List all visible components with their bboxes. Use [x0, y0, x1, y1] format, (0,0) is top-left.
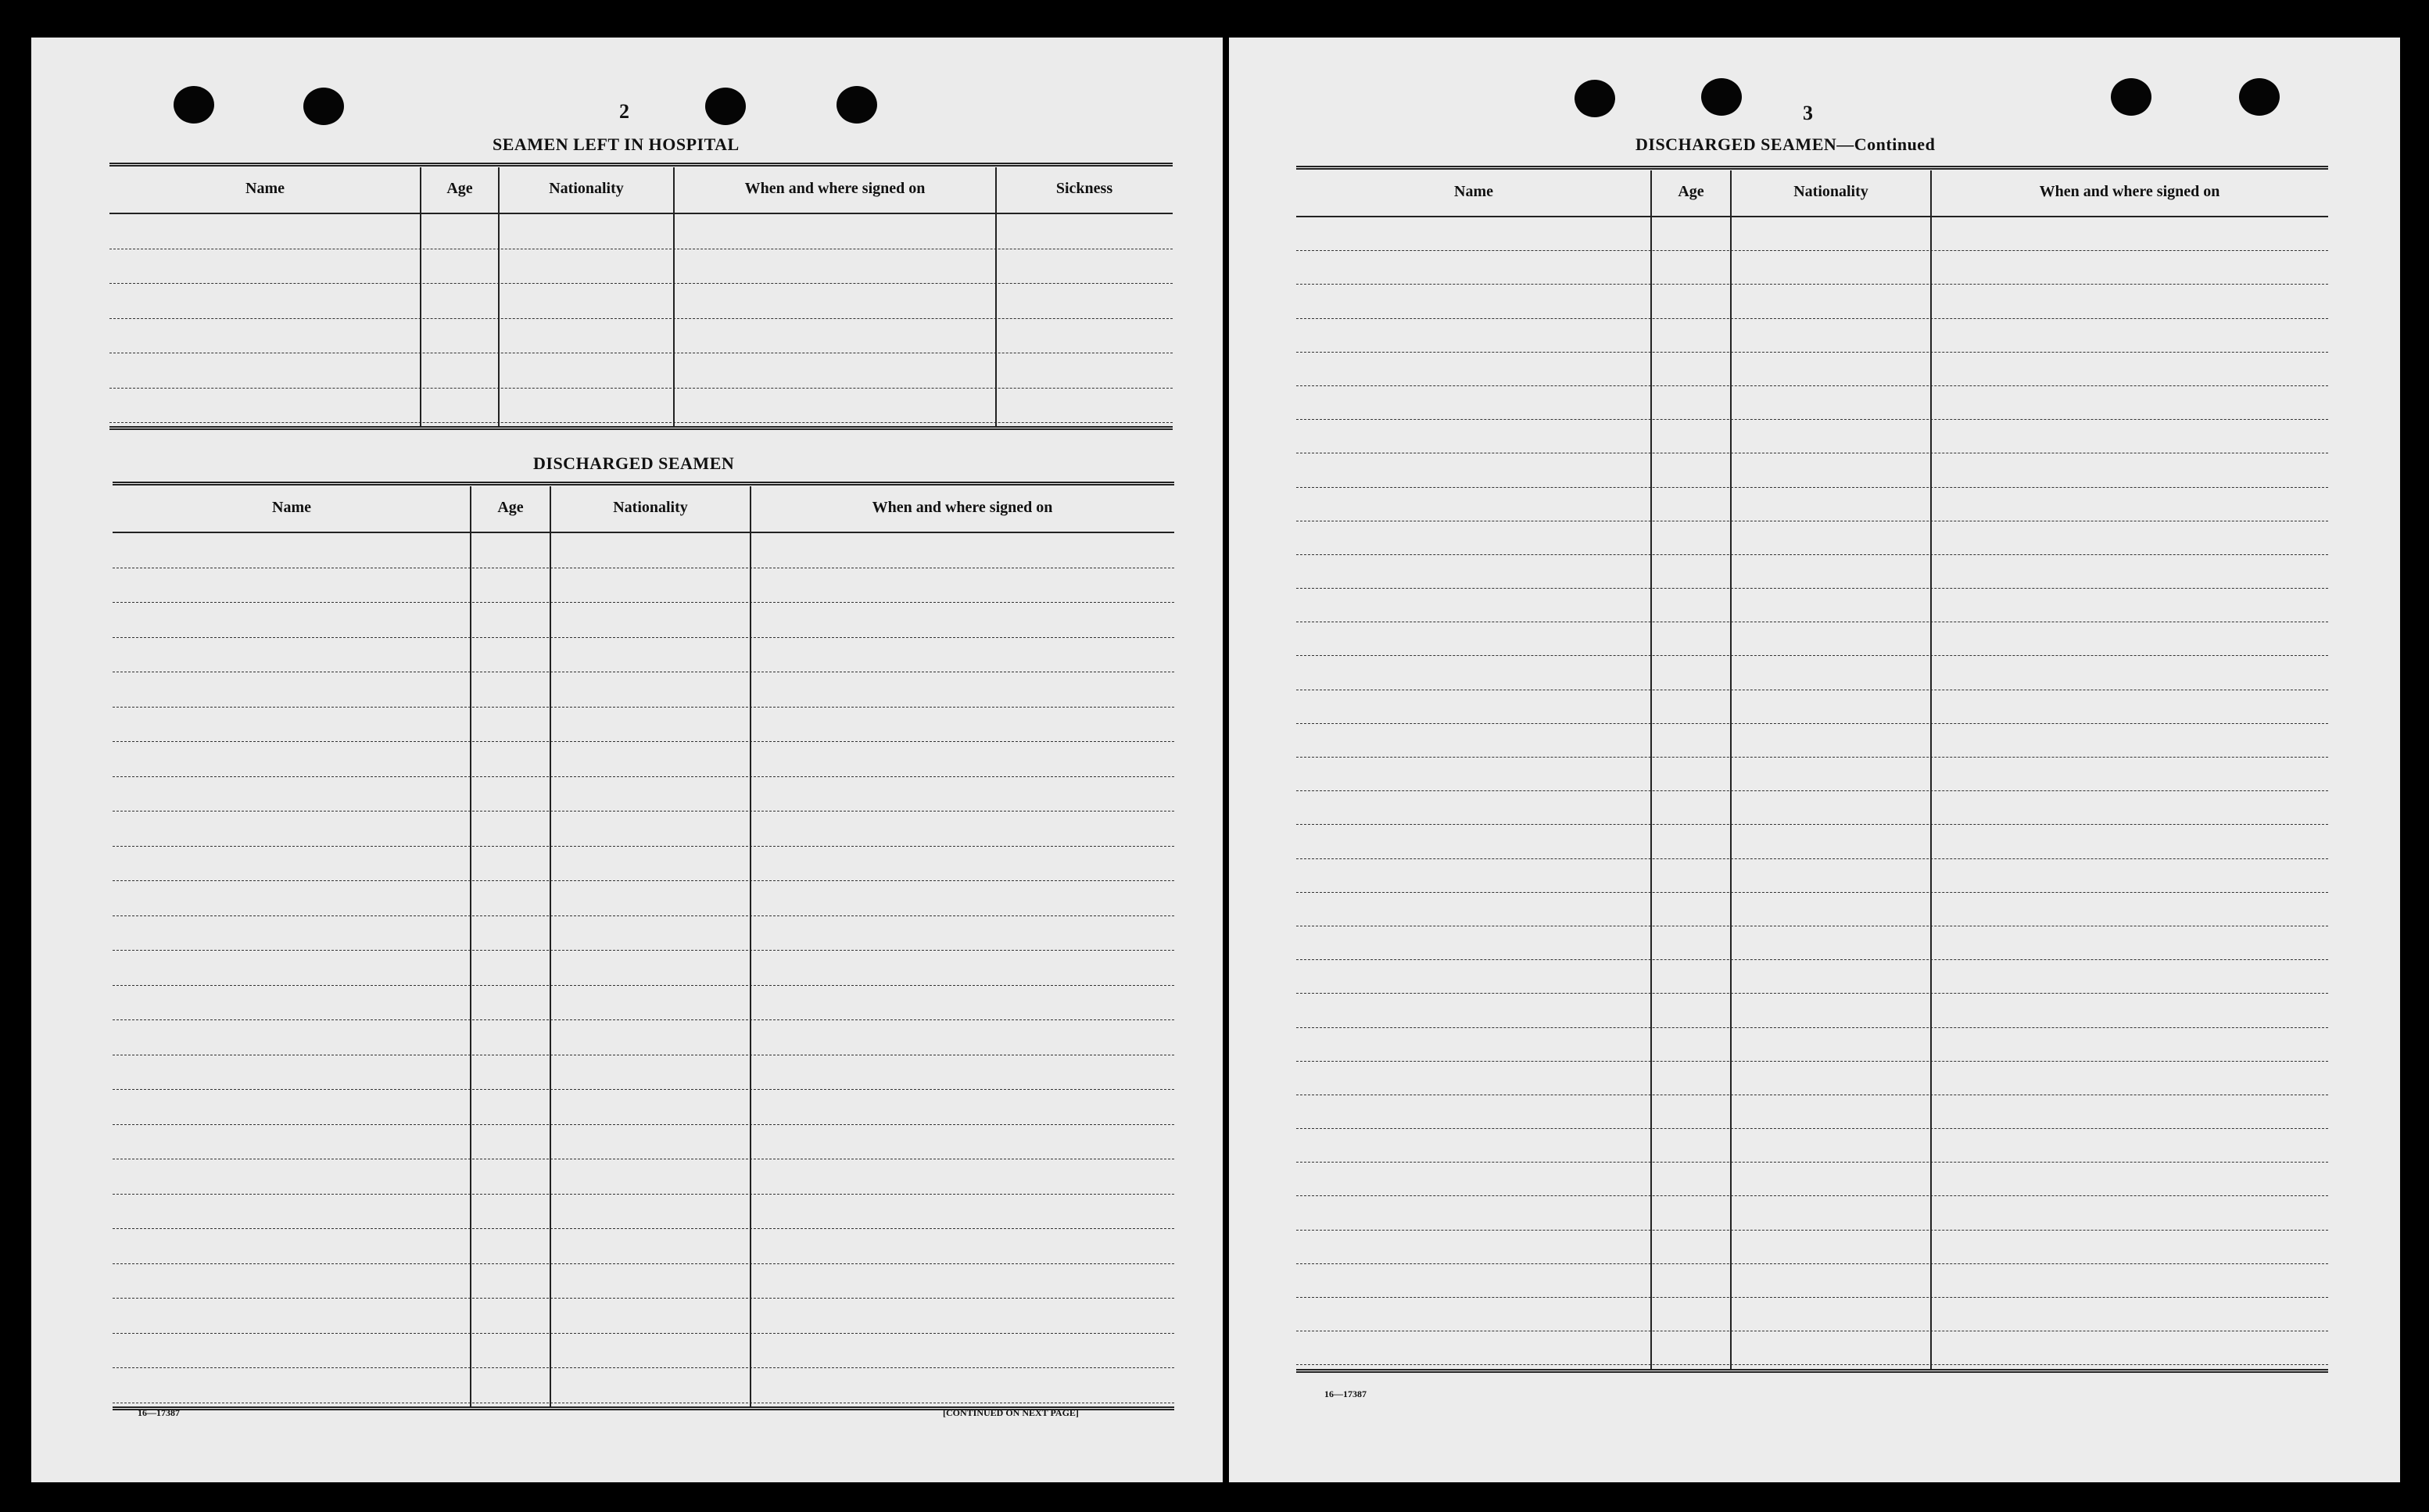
table-row [1296, 1028, 2328, 1062]
column-divider [1730, 170, 1732, 1369]
punch-hole [174, 86, 214, 124]
table-row [113, 881, 1174, 916]
right-page [1229, 38, 2400, 1482]
sickness-column-header: Sickness [1055, 180, 1113, 197]
table-row [109, 353, 1173, 389]
punch-hole [1701, 78, 1742, 116]
form-number: 16—17387 [1324, 1388, 1367, 1399]
punch-hole [1575, 80, 1615, 117]
table-row [113, 1055, 1174, 1091]
age-column-header: Age [446, 180, 473, 197]
table-row [1296, 1196, 2328, 1230]
table-row [1296, 386, 2328, 420]
punch-hole [2239, 78, 2280, 116]
hospital-table-body [109, 214, 1173, 423]
age-column-header: Age [497, 499, 524, 516]
nationality-column-header: Nationality [613, 499, 688, 516]
column-divider [1650, 170, 1652, 1369]
page-number: 2 [619, 100, 629, 123]
punch-hole [2111, 78, 2151, 116]
column-divider [1930, 170, 1932, 1369]
table-row [1296, 353, 2328, 386]
table-row [113, 1229, 1174, 1264]
table-row [1296, 758, 2328, 791]
table-row [109, 214, 1173, 249]
table-row [1296, 1264, 2328, 1298]
table-row [1296, 217, 2328, 251]
name-column-header: Name [245, 180, 285, 197]
column-divider [470, 486, 471, 1406]
column-divider [995, 167, 997, 426]
column-divider [550, 486, 551, 1406]
discharged-continued-table [1296, 166, 2328, 1374]
table-row [113, 1334, 1174, 1369]
table-row [113, 533, 1174, 568]
discharged-continued-table-header [1296, 170, 2328, 217]
punch-hole [837, 86, 877, 124]
table-row [1296, 589, 2328, 622]
double-rule [109, 163, 1173, 167]
double-rule [1296, 166, 2328, 170]
hospital-table-header [109, 167, 1173, 214]
table-row [1296, 960, 2328, 994]
table-row [1296, 690, 2328, 724]
table-row [113, 951, 1174, 986]
name-column-header: Name [1454, 183, 1493, 200]
table-row [113, 568, 1174, 604]
column-divider [750, 486, 751, 1406]
hospital-section-title: SEAMEN LEFT IN HOSPITAL [493, 134, 740, 154]
table-row [1296, 893, 2328, 926]
table-row [113, 1368, 1174, 1403]
age-column-header: Age [1678, 183, 1704, 200]
table-row [113, 847, 1174, 882]
table-row [113, 603, 1174, 638]
table-row [1296, 555, 2328, 589]
double-rule [1296, 1369, 2328, 1373]
table-row [113, 1090, 1174, 1125]
table-row [1296, 994, 2328, 1027]
discharged-section-title: DISCHARGED SEAMEN [533, 453, 735, 473]
signed-on-column-header: When and where signed on [872, 499, 1053, 516]
page-number: 3 [1803, 102, 1813, 124]
table-row [1296, 420, 2328, 453]
column-divider [498, 167, 500, 426]
table-row [109, 284, 1173, 319]
punch-hole [303, 88, 344, 125]
table-row [113, 672, 1174, 708]
signed-on-column-header: When and where signed on [744, 180, 926, 197]
table-row [1296, 724, 2328, 758]
form-number: 16—17387 [138, 1407, 180, 1418]
discharged-table-body [113, 533, 1174, 1403]
table-row [1296, 622, 2328, 656]
table-row [1296, 521, 2328, 555]
table-row [113, 1195, 1174, 1230]
table-row [1296, 1298, 2328, 1331]
title-suffix: —Continued [1836, 134, 1936, 154]
table-row [113, 1125, 1174, 1160]
name-column-header: Name [272, 499, 311, 516]
table-row [109, 249, 1173, 285]
table-row [1296, 285, 2328, 318]
table-row [1296, 319, 2328, 353]
table-row [109, 389, 1173, 424]
left-page [31, 38, 1223, 1482]
double-rule [113, 482, 1174, 485]
column-divider [673, 167, 675, 426]
table-row [113, 1020, 1174, 1055]
table-row [113, 986, 1174, 1021]
hospital-table [109, 163, 1173, 431]
continued-note: [CONTINUED ON NEXT PAGE] [943, 1407, 1079, 1418]
signed-on-column-header: When and where signed on [2039, 183, 2220, 200]
table-row [1296, 859, 2328, 893]
table-row [113, 638, 1174, 673]
table-row [1296, 1129, 2328, 1163]
table-row [113, 1159, 1174, 1195]
column-divider [420, 167, 421, 426]
table-row [1296, 1062, 2328, 1095]
table-row [113, 742, 1174, 777]
nationality-column-header: Nationality [549, 180, 624, 197]
table-row [1296, 1163, 2328, 1196]
punch-hole [705, 88, 746, 125]
table-row [1296, 825, 2328, 858]
title-main: DISCHARGED SEAMEN [1635, 134, 1837, 154]
discharged-continued-title [1635, 134, 1935, 155]
table-row [1296, 926, 2328, 960]
table-row [1296, 791, 2328, 825]
table-row [113, 708, 1174, 743]
table-row [113, 777, 1174, 812]
discharged-table-header [113, 486, 1174, 533]
table-row [1296, 453, 2328, 487]
table-row [1296, 1231, 2328, 1264]
table-row [113, 1264, 1174, 1299]
table-row [1296, 488, 2328, 521]
discharged-continued-table-body [1296, 217, 2328, 1365]
discharged-table [113, 482, 1174, 1411]
table-row [113, 812, 1174, 847]
nationality-column-header: Nationality [1793, 183, 1868, 200]
table-row [1296, 656, 2328, 690]
table-row [1296, 1331, 2328, 1365]
table-row [1296, 1095, 2328, 1129]
table-row [113, 1299, 1174, 1334]
table-row [109, 319, 1173, 354]
table-row [1296, 251, 2328, 285]
table-row [113, 916, 1174, 951]
double-rule [109, 426, 1173, 430]
